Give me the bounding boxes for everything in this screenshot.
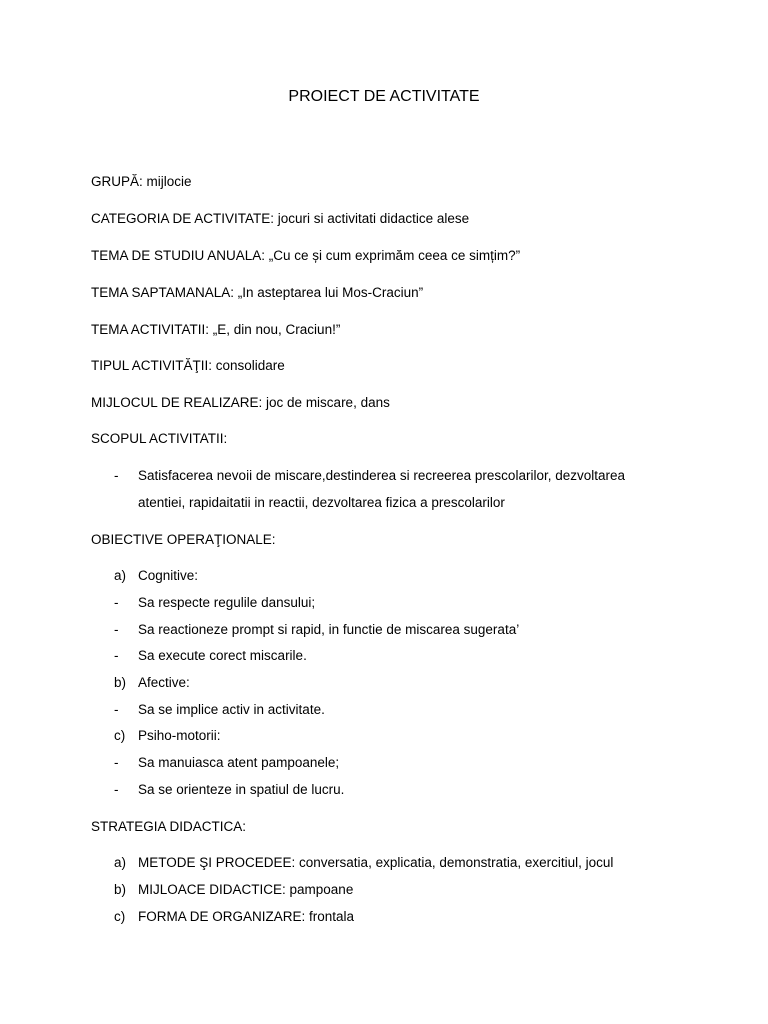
obiective-item: Sa respecte regulile dansului; <box>138 595 316 610</box>
obiective-marker: - <box>114 622 119 637</box>
obiective-marker: b) <box>114 675 127 690</box>
obiective-item: Sa reactioneze prompt si rapid, in functie de miscarea sugerata’ <box>138 622 520 637</box>
obiective-item: Sa manuiasca atent pampoanele; <box>138 755 340 770</box>
strategia-marker: c) <box>114 909 126 924</box>
obiective-marker: - <box>114 755 119 770</box>
tema-activitatii-line: TEMA ACTIVITATII: „E, din nou, Craciun!” <box>91 322 341 337</box>
tema-saptamanala-line: TEMA SAPTAMANALA: „In asteptarea lui Mos-Craciun” <box>91 285 424 300</box>
obiective-marker: - <box>114 648 119 663</box>
strategia-item: FORMA DE ORGANIZARE: frontala <box>138 909 355 924</box>
tema-anuala-line: TEMA DE STUDIU ANUALA: „Cu ce și cum exprimăm ceea ce simțim?” <box>91 248 521 263</box>
scopul-text-line1: Satisfacerea nevoii de miscare,destinderea si recreerea prescolarilor, dezvoltarea <box>138 468 625 483</box>
scopul-bullet: - <box>114 468 119 483</box>
obiective-marker: - <box>114 782 119 797</box>
strategia-item: MIJLOACE DIDACTICE: pampoane <box>138 882 354 897</box>
obiective-marker: - <box>114 595 119 610</box>
obiective-item: Cognitive: <box>138 568 199 583</box>
obiective-item: Psiho-motorii: <box>138 728 221 743</box>
strategia-item: METODE ŞI PROCEDEE: conversatia, explicatia, demonstratia, exercitiul, jocul <box>138 855 614 870</box>
strategia-heading: STRATEGIA DIDACTICA: <box>91 819 247 834</box>
obiective-marker: a) <box>114 568 127 583</box>
page-title: PROIECT DE ACTIVITATE <box>288 88 480 105</box>
strategia-marker: a) <box>114 855 127 870</box>
grupa-line: GRUPĂ: mijlocie <box>91 174 192 189</box>
obiective-marker: c) <box>114 728 126 743</box>
tipul-line: TIPUL ACTIVITĂŢII: consolidare <box>91 358 285 373</box>
obiective-heading: OBIECTIVE OPERAŢIONALE: <box>91 532 276 547</box>
strategia-marker: b) <box>114 882 127 897</box>
obiective-item: Sa se orienteze in spatiul de lucru. <box>138 782 345 797</box>
obiective-marker: - <box>114 702 119 717</box>
scopul-heading: SCOPUL ACTIVITATII: <box>91 431 228 446</box>
scopul-text-line2: atentiei, rapidaitatii in reactii, dezvoltarea fizica a prescolarilor <box>138 495 505 510</box>
obiective-item: Afective: <box>138 675 190 690</box>
mijlocul-line: MIJLOCUL DE REALIZARE: joc de miscare, dans <box>91 395 390 410</box>
obiective-item: Sa se implice activ in activitate. <box>138 702 325 717</box>
categoria-line: CATEGORIA DE ACTIVITATE: jocuri si activitati didactice alese <box>91 211 470 226</box>
obiective-item: Sa execute corect miscarile. <box>138 648 307 663</box>
